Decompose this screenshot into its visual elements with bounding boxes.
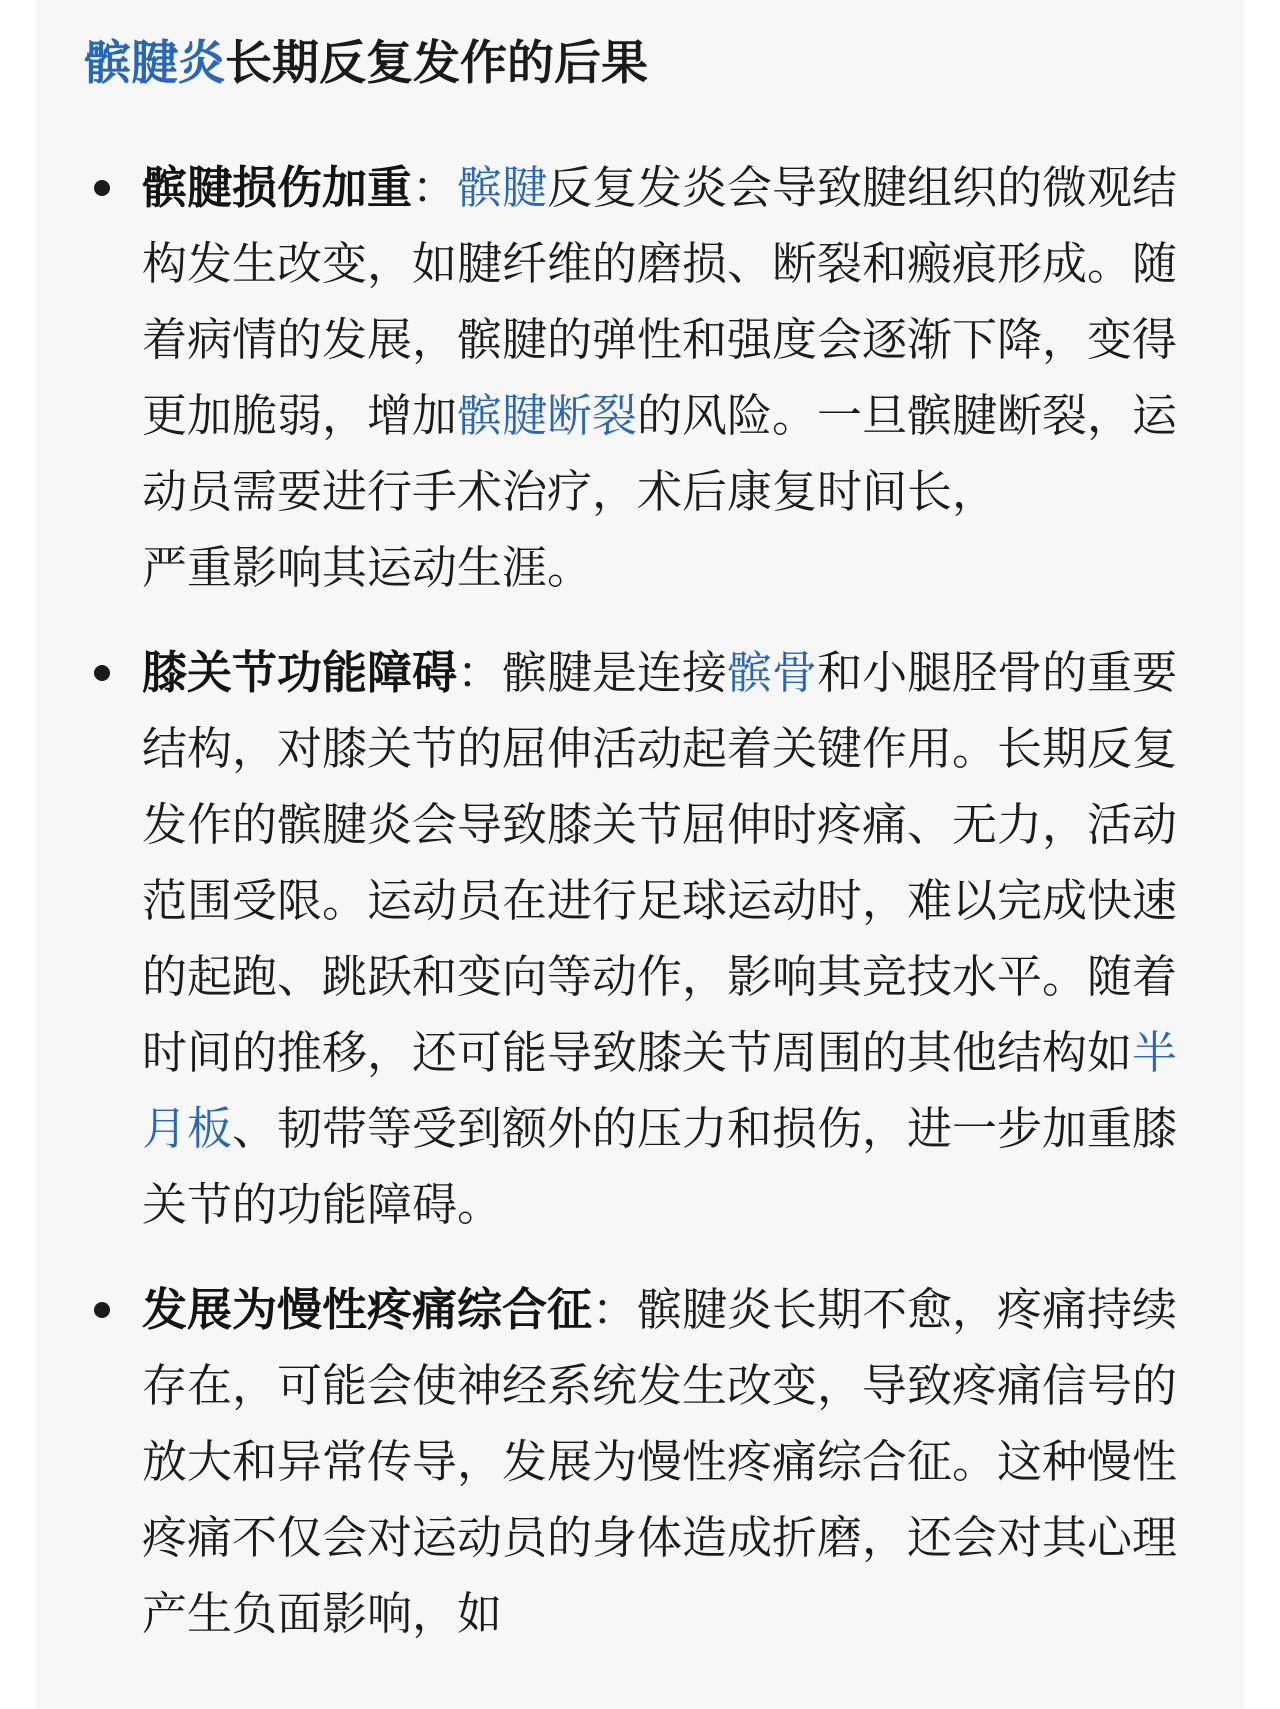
item-text: 髌腱炎长期不愈，疼痛持续存在，可能会使神经系统发生改变，导致疼痛信号的放大和异常传导，发展为慢性疼痛综合征。这种慢性疼痛不仅会对运动员的身体造成折磨，还会对其心理产生负面影响，如 (142, 1283, 1178, 1640)
section-heading (84, 34, 648, 94)
item-text: 反复发炎会导致腱组织的微观结构发生改变，如腱纤维的磨损、断裂和瘢痕形成。随着病情的发展，髌腱的弹性和强度会逐渐下降，变得更加脆弱，增加 (142, 161, 1178, 442)
item-colon: ： (412, 161, 458, 214)
item-colon: ： (592, 1283, 638, 1336)
item-term: 髌腱损伤加重 (142, 161, 413, 214)
item-term: 发展为慢性疼痛综合征 (142, 1283, 593, 1336)
bullet-icon (94, 1302, 110, 1318)
consequence-list (142, 150, 1217, 1681)
item-text: 髌腱是连接 (502, 646, 728, 699)
item-colon: ： (457, 646, 503, 699)
bullet-icon (94, 180, 110, 196)
bullet-icon (94, 665, 110, 681)
item-text: 严重影响其运动生涯。 (142, 541, 593, 594)
article-card (36, 0, 1244, 1709)
link-patella[interactable]: 髌骨 (727, 646, 818, 699)
item-text: 和小腿胫骨的重要结构，对膝关节的屈伸活动起着关键作用。长期反复发作的髌腱炎会导致膝关节屈伸时疼痛、无力，活动范围受限。运动员在进行足球运动时，难以完成快速的起跑、跳跃和变向等动作，影响其竞技水平。随着时间的推移，还可能导致膝关节周围的其他结构如 (142, 646, 1178, 1079)
list-item-tendon-damage (142, 150, 1217, 606)
item-text: 、韧带等受到额外的压力和损伤，进一步加重膝关节的功能障碍。 (142, 1102, 1178, 1231)
link-patellar-tendon-rupture[interactable]: 髌腱断裂 (457, 389, 638, 442)
item-term: 膝关节功能障碍 (142, 646, 458, 699)
list-item-chronic-pain (142, 1272, 1217, 1652)
list-item-knee-dysfunction (142, 635, 1217, 1243)
link-meniscus[interactable]: 半月板 (142, 1026, 1178, 1155)
item-text: 的风险。一旦髌腱断裂，运动员需要进行手术治疗，术后康复时间长， (142, 389, 1178, 518)
heading-link-patellar-tendinitis[interactable]: 髌腱炎 (84, 36, 225, 91)
link-patellar-tendon[interactable]: 髌腱 (457, 161, 548, 214)
heading-text: 长期反复发作的后果 (225, 36, 648, 91)
